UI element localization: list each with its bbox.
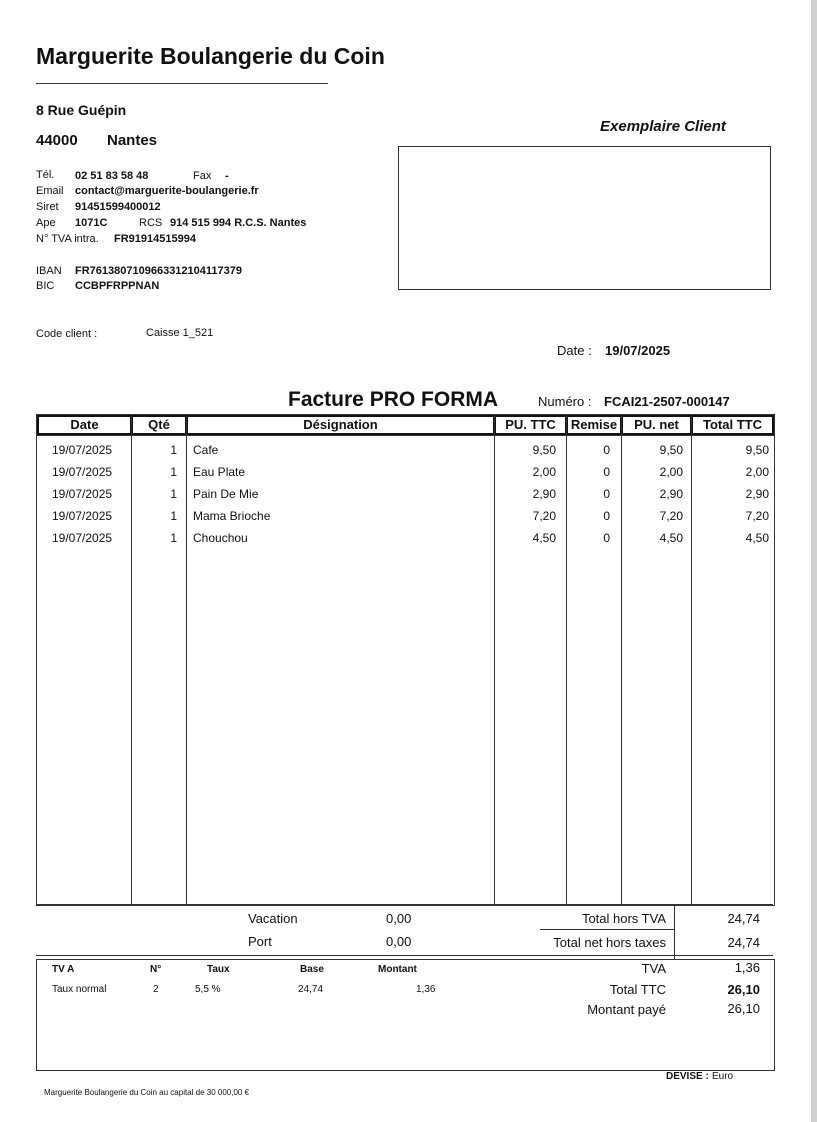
table-row (37, 509, 774, 531)
footer-capital: Marguerite Boulangerie du Coin au capital de 30 000,00 € (44, 1088, 250, 1097)
cell-remise: 0 (603, 465, 610, 479)
total-net-label: Total net hors taxes (553, 935, 666, 950)
bic-value: CCBPFRPPNAN (75, 280, 160, 292)
email-label: Email (36, 185, 64, 197)
tel-value: 02 51 83 58 48 (75, 170, 149, 182)
cell-date: 19/07/2025 (52, 509, 113, 523)
header-qty: Qté (148, 417, 170, 432)
cell-total-ttc: 9,50 (745, 443, 769, 457)
header-date: Date (70, 417, 99, 432)
siret-label: Siret (36, 201, 59, 213)
header-pu-net: PU. net (634, 417, 679, 432)
vacation-label: Vacation (248, 911, 298, 926)
total-ht-label: Total hors TVA (581, 911, 666, 926)
cell-qty: 1 (170, 465, 177, 479)
page-edge-shadow (811, 0, 817, 1122)
invoice-number: FCAI21-2507-000147 (604, 394, 730, 409)
cell-qty: 1 (170, 509, 177, 523)
cell-qty: 1 (170, 443, 177, 457)
totals-divider (674, 904, 675, 959)
header-total-ttc: Total TTC (703, 417, 762, 432)
table-row (37, 487, 774, 509)
port-value: 0,00 (386, 934, 412, 949)
cell-pu-ttc: 2,00 (532, 465, 556, 479)
vacation-value: 0,00 (386, 911, 412, 926)
amount-paid-value: 26,10 (727, 1001, 760, 1016)
header-remise: Remise (570, 417, 618, 432)
vat-row-amount: 1,36 (416, 984, 436, 995)
cell-pu-ttc: 9,50 (532, 443, 556, 457)
cell-designation: Pain De Mie (193, 487, 259, 501)
fax-label: Fax (193, 170, 212, 182)
rcs-label: RCS (139, 217, 163, 229)
vat-header-base: Base (300, 964, 324, 975)
totals-top-rule (36, 904, 773, 905)
cell-designation: Mama Brioche (193, 509, 271, 523)
total-ttc-label: Total TTC (609, 982, 666, 997)
cell-pu-net: 9,50 (659, 443, 683, 457)
table-row (37, 443, 774, 465)
cell-pu-net: 4,50 (659, 531, 683, 545)
date-value: 19/07/2025 (605, 343, 671, 358)
vat-row-rate: 5,5 % (195, 984, 221, 995)
total-ht-value: 24,74 (727, 911, 760, 926)
cell-designation: Cafe (193, 443, 219, 457)
company-street: 8 Rue Guépin (36, 102, 127, 118)
amount-paid-label: Montant payé (587, 1002, 666, 1017)
invoice-number-label: Numéro : (538, 394, 592, 409)
tva-intra-value: FR91914515994 (114, 233, 196, 245)
cell-qty: 1 (170, 531, 177, 545)
ape-label: Ape (36, 217, 56, 229)
vat-header-rate: Taux (207, 964, 230, 975)
total-ttc-value: 26,10 (727, 982, 760, 997)
cell-remise: 0 (603, 531, 610, 545)
cell-date: 19/07/2025 (52, 531, 113, 545)
email-value: contact@marguerite-boulangerie.fr (75, 185, 259, 197)
iban-label: IBAN (36, 265, 62, 277)
cell-pu-ttc: 2,90 (532, 487, 556, 501)
cell-pu-net: 2,90 (659, 487, 683, 501)
items-table (36, 414, 775, 906)
port-label: Port (248, 934, 272, 949)
fax-value: - (225, 170, 229, 182)
bic-label: BIC (36, 280, 55, 292)
cell-designation: Eau Plate (193, 465, 246, 479)
vat-row-number: 2 (153, 984, 159, 995)
totals-separator (540, 929, 674, 930)
cell-date: 19/07/2025 (52, 465, 113, 479)
totals-bottom-rule (36, 955, 676, 956)
rcs-value: 914 515 994 R.C.S. Nantes (170, 217, 307, 229)
cell-date: 19/07/2025 (52, 443, 113, 457)
tva-value: 1,36 (734, 960, 760, 975)
cell-total-ttc: 7,20 (745, 509, 769, 523)
company-name: Marguerite Boulangerie du Coin (36, 43, 385, 69)
cell-pu-net: 7,20 (659, 509, 683, 523)
cell-total-ttc: 2,90 (745, 487, 769, 501)
vat-header-number: N° (150, 964, 162, 975)
siret-value: 91451599400012 (75, 201, 161, 213)
cell-pu-net: 2,00 (659, 465, 683, 479)
cell-total-ttc: 2,00 (745, 465, 769, 479)
total-net-value: 24,74 (727, 935, 760, 950)
tel-label: Tél. (36, 169, 55, 181)
currency-label: DEVISE : (666, 1071, 709, 1082)
copy-label: Exemplaire Client (600, 118, 726, 135)
cell-designation: Chouchou (193, 531, 248, 545)
cell-date: 19/07/2025 (52, 487, 113, 501)
invoice-title: Facture PRO FORMA (288, 388, 499, 411)
cell-pu-ttc: 4,50 (532, 531, 556, 545)
iban-value: FR7613807109663312104117379 (75, 265, 242, 277)
cell-total-ttc: 4,50 (745, 531, 769, 545)
table-row (37, 465, 774, 487)
date-label: Date : (557, 343, 592, 358)
company-city: Nantes (107, 132, 158, 149)
title-underline (36, 83, 328, 84)
vat-header-tva: TV A (52, 964, 75, 975)
vat-row-base: 24,74 (298, 984, 324, 995)
client-code-label: Code client : (36, 328, 98, 340)
header-pu-ttc: PU. TTC (505, 417, 556, 432)
ape-value: 1071C (75, 217, 108, 229)
items-table-header (37, 415, 774, 436)
cell-remise: 0 (603, 487, 610, 501)
client-code-value: Caisse 1_521 (146, 327, 214, 339)
currency-value: Euro (712, 1071, 734, 1082)
cell-pu-ttc: 7,20 (532, 509, 556, 523)
cell-remise: 0 (603, 443, 610, 457)
vat-header-amount: Montant (378, 964, 417, 975)
cell-qty: 1 (170, 487, 177, 501)
vat-row-type: Taux normal (52, 984, 107, 995)
company-postcode: 44000 (36, 132, 78, 149)
client-address-box (398, 146, 771, 290)
tva-label: TVA (641, 961, 666, 976)
totals-bottom-rule-right (674, 955, 773, 956)
cell-remise: 0 (603, 509, 610, 523)
table-row (37, 531, 774, 553)
header-designation: Désignation (303, 417, 378, 432)
tva-intra-label: N° TVA intra. (36, 233, 99, 245)
